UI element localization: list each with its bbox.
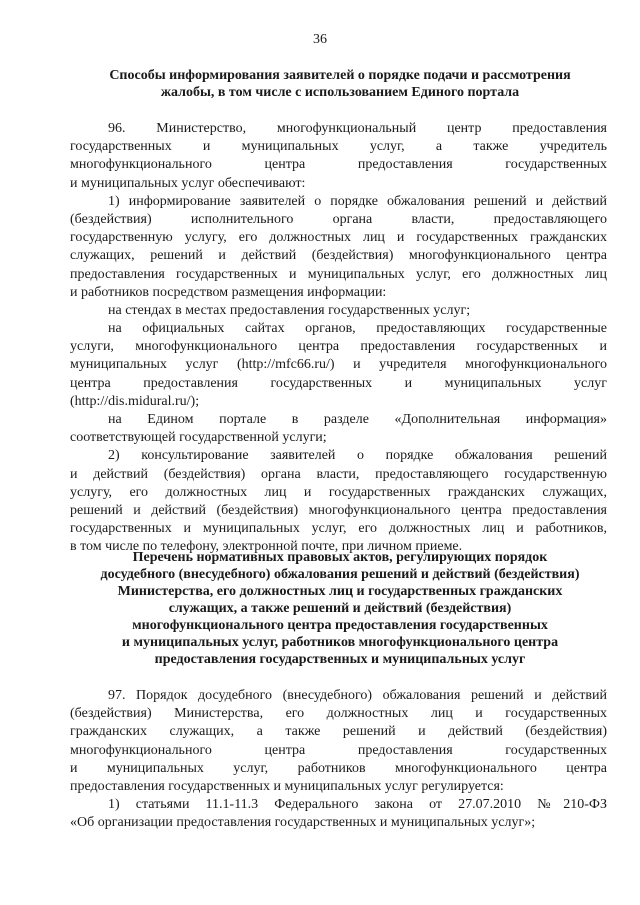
- text-line: на Едином портале в разделе «Дополнительная информация»: [108, 412, 607, 427]
- heading-line: многофункционального центра предоставления государственных: [132, 618, 548, 633]
- text-line: и работников посредством размещения информации:: [70, 284, 387, 300]
- text-line: и действий (бездействия) органа власти, предоставляющего государственную: [70, 466, 607, 482]
- text-line: (бездействия) Министерства, его должностных лиц и государственных: [70, 706, 607, 722]
- text-line: услуги, многофункционального центра предоставления государственных и: [70, 339, 607, 355]
- heading-line: жалобы, в том числе с использованием Единого портала: [160, 85, 520, 100]
- text-line: 96. Министерство, многофункциональный центр предоставления: [108, 121, 607, 136]
- section-heading-legal-acts: [70, 549, 610, 668]
- text-line: многофункционального центра предоставления государственных: [70, 157, 607, 173]
- heading-line: Способы информирования заявителей о порядке подачи и рассмотрения: [109, 68, 571, 83]
- text-line: (http://dis.midural.ru/);: [70, 393, 200, 409]
- text-line: в том числе по телефону, электронной почте, при личном приеме.: [70, 539, 463, 555]
- heading-line: служащих, а также решений и действий (бездействия): [168, 601, 512, 616]
- text-line: соответствующей государственной услуги;: [70, 430, 327, 446]
- heading-line: и муниципальных услуг, работников многофункционального центра: [121, 635, 559, 650]
- text-line: и муниципальных услуг, работников многофункционального центра: [70, 760, 607, 776]
- text-line: предоставления государственных и муниципальных услуг регулируется:: [70, 778, 504, 794]
- heading-line: досудебного (внесудебного) обжалования решений и действий (бездействия): [100, 567, 580, 582]
- text-line: муниципальных услуг (http://mfc66.ru/) и учредителя многофункционального: [70, 357, 607, 373]
- text-line: на стендах в местах предоставления государственных услуг;: [108, 302, 471, 318]
- text-line: 97. Порядок досудебного (внесудебного) обжалования решений и действий: [108, 688, 607, 703]
- text-line: 1) статьями 11.1-11.3 Федерального закона от 27.07.2010 №210-ФЗ: [108, 797, 607, 813]
- heading-line: предоставления государственных и муниципальных услуг: [154, 652, 526, 667]
- text-line: государственных и муниципальных услуг, а также учредитель: [70, 139, 607, 155]
- text-line: и муниципальных услуг обеспечивают:: [70, 175, 306, 191]
- text-line: на официальных сайтах органов, предоставляющих государственные: [108, 321, 607, 337]
- text-line: (бездействия) исполнительного органа власти, предоставляющего: [70, 211, 607, 227]
- text-line: «Об организации предоставления государственных и муниципальных услуг»;: [70, 815, 536, 831]
- text-line: государственных и муниципальных услуг, его должностных лиц и работников,: [70, 521, 607, 537]
- section-heading-informing: [70, 67, 610, 101]
- text-line: 1) информирование заявителей о порядке обжалования решений и действий: [108, 193, 607, 209]
- heading-line: Перечень нормативных правовых актов, регулирующих порядок: [132, 550, 548, 565]
- text-line: услугу, его должностных лиц и государственных гражданских служащих,: [70, 484, 607, 500]
- text-line: центра предоставления государственных и муниципальных услуг: [70, 375, 607, 391]
- text-line: предоставления государственных и муниципальных услуг, его должностных лиц: [70, 266, 607, 282]
- paragraph-block-97: [70, 687, 607, 833]
- heading-line: Министерства, его должностных лиц и государственных гражданских: [117, 584, 563, 599]
- text-line: гражданских служащих, а также решений и действий (бездействия): [70, 724, 607, 740]
- paragraph-block-96: [70, 120, 607, 557]
- page-number: 36: [313, 32, 327, 47]
- text-line: государственную услугу, его должностных лиц и государственных гражданских: [70, 230, 607, 246]
- text-line: 2) консультирование заявителей о порядке обжалования решений: [108, 448, 607, 464]
- text-line: многофункционального центра предоставления государственных: [70, 742, 607, 758]
- text-line: решений и действий (бездействия) многофункционального центра предоставления: [70, 502, 607, 518]
- text-line: служащих, решений и действий (бездействия) многофункционального центра: [70, 248, 607, 264]
